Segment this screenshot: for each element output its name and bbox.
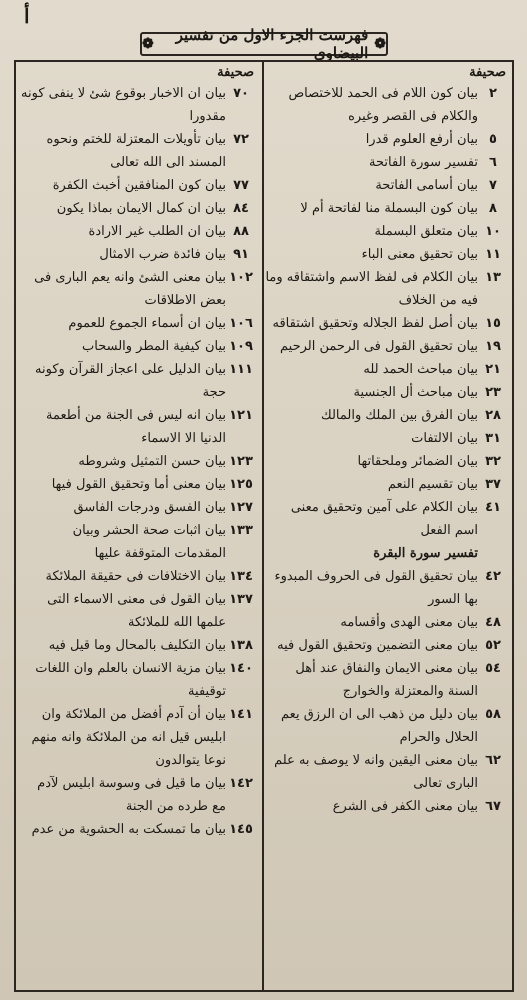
index-entry [20, 404, 256, 450]
entry-page-number: ٤٨ [485, 615, 501, 630]
entry-text: بيان متعلق البسملة [374, 224, 478, 239]
entry-page-number: ٧٧ [233, 178, 249, 193]
index-entry [264, 404, 508, 427]
entry-text: بيان كون البسملة منا لفاتحة أم لا [300, 201, 478, 216]
column-heading: صحيفة [217, 65, 254, 80]
entry-page-number: ٥٨ [485, 707, 501, 722]
entry-text: بيان كون اللام فى الحمد للاختصاص والكلام فى القصر وغيره [288, 86, 478, 124]
entry-page-number: ١٤٥ [229, 822, 253, 837]
index-entry [264, 565, 508, 611]
entry-page-number: ١٥ [485, 316, 501, 331]
index-entry [264, 450, 508, 473]
entry-page-number: ٧٠ [233, 86, 249, 101]
entry-text: بيان ما تمسكت به الحشوية من عدم [31, 822, 226, 837]
entry-text: بيان تحقيق معنى الباء [361, 247, 478, 262]
entry-text: بيان معنى أما وتحقيق القول فيها [51, 477, 226, 492]
entry-text: بيان معنى التضمين وتحقيق القول فيه [277, 638, 478, 653]
index-entry [20, 818, 256, 841]
index-entry [20, 243, 256, 266]
entry-text: بيان ان أسماء الجموع للعموم [68, 316, 226, 331]
index-entry [20, 519, 256, 565]
index-entry [264, 82, 508, 128]
index-entry [264, 358, 508, 381]
entry-page-number: ١٣٣ [229, 523, 253, 538]
index-entry [20, 220, 256, 243]
entry-page-number: ٤١ [485, 500, 501, 515]
entry-text: بيان اثبات صحة الحشر وبيان المقدمات المتوقفة عليها [72, 523, 226, 561]
index-list [264, 82, 508, 818]
entry-text: بيان الدليل على اعجاز القرآن وكونه حجة [35, 362, 226, 400]
entry-text: بيان أرفع العلوم قدرا [365, 132, 478, 147]
index-entry [20, 128, 256, 174]
entry-page-number: ٦٧ [485, 799, 501, 814]
entry-text: بيان حسن التمثيل وشروطه [78, 454, 226, 469]
entry-page-number: ١١١ [229, 362, 253, 377]
entry-page-number: ١٢٧ [229, 500, 253, 515]
index-entry [264, 151, 508, 174]
entry-page-number: ١٠٩ [229, 339, 253, 354]
index-entry [264, 634, 508, 657]
entry-text: بيان ان كمال الايمان بماذا يكون [56, 201, 226, 216]
index-entry [20, 266, 256, 312]
entry-page-number: ٥ [489, 132, 497, 147]
index-entry [20, 657, 256, 703]
section-heading [264, 542, 508, 565]
index-entry [264, 266, 508, 312]
entry-page-number: ٧٢ [233, 132, 249, 147]
entry-page-number: ١٠ [485, 224, 501, 239]
entry-page-number: ١٤٢ [229, 776, 253, 791]
index-entry [20, 703, 256, 772]
entry-text: بيان أصل لفظ الجلاله وتحقيق اشتقاقه [272, 316, 478, 331]
entry-page-number: ٣٢ [485, 454, 501, 469]
index-entry [20, 358, 256, 404]
entry-page-number: ١٣٨ [229, 638, 253, 653]
entry-page-number: ٣٧ [485, 477, 501, 492]
index-entry [264, 174, 508, 197]
entry-page-number: ١٩ [485, 339, 501, 354]
index-column-left [20, 64, 256, 988]
index-entry [264, 657, 508, 703]
entry-page-number: ١٠٦ [229, 316, 253, 331]
entry-page-number: ٢ [489, 86, 497, 101]
index-entry [20, 634, 256, 657]
entry-page-number: ٢١ [485, 362, 501, 377]
index-entry [264, 381, 508, 404]
column-heading: صحيفة [469, 65, 506, 80]
entry-text: بيان فائدة ضرب الامثال [99, 247, 226, 262]
index-entry [264, 703, 508, 749]
entry-page-number: ٦ [489, 155, 497, 170]
index-entry [20, 588, 256, 634]
entry-text: بيان الفرق بين الملك والمالك [320, 408, 478, 423]
ornament-icon: ❁ [142, 36, 154, 52]
index-entry [264, 427, 508, 450]
entry-page-number: ٥٢ [485, 638, 501, 653]
entry-text: بيان القول فى معنى الاسماء التى علمها الله للملائكة [47, 592, 226, 630]
index-entry [20, 772, 256, 818]
index-entry [20, 312, 256, 335]
entry-text: بيان الكلام فى لفظ الاسم واشتقاقه وما فيه من الخلاف [265, 270, 478, 308]
index-column-right [264, 64, 508, 988]
entry-page-number: ٨٨ [233, 224, 249, 239]
entry-text: بيان ما قيل فى وسوسة ابليس لآدم مع طرده من الجنة [37, 776, 226, 814]
index-entry [20, 335, 256, 358]
index-entry [264, 473, 508, 496]
entry-text: بيان كون المنافقين أخبث الكفرة [52, 178, 226, 193]
entry-text: بيان أن آدم أفضل من الملائكة وان ابليس قيل انه من الملائكة وانه منهم نوعا يتوالدون [31, 707, 226, 768]
entry-text: بيان معنى الشئ وانه يعم البارى فى بعض الاطلاقات [34, 270, 226, 308]
index-entry [264, 795, 508, 818]
index-entry [20, 473, 256, 496]
entry-text: بيان أسامى الفاتحة [375, 178, 478, 193]
entry-text: بيان الفسق ودرجات الفاسق [73, 500, 226, 515]
entry-text: بيان تقسيم النعم [387, 477, 478, 492]
entry-page-number: ١٣ [485, 270, 501, 285]
entry-page-number: ١٣٤ [229, 569, 253, 584]
entry-page-number: ٧ [489, 178, 497, 193]
entry-page-number: ٣١ [485, 431, 501, 446]
entry-text: بيان مباحث أل الجنسية [353, 385, 478, 400]
entry-page-number: ٤٢ [485, 569, 501, 584]
entry-text: بيان الكلام على آمين وتحقيق معنى اسم الفعل [290, 500, 478, 538]
index-entry [264, 496, 508, 542]
index-entry [264, 611, 508, 634]
entry-page-number: ١٢٣ [229, 454, 253, 469]
page-title: فهرست الجزء الاول من تفسير البيضاوى [175, 26, 369, 62]
entry-page-number: ١٢٥ [229, 477, 253, 492]
entry-text: تفسير سورة الفاتحة [369, 155, 478, 170]
index-entry [264, 335, 508, 358]
entry-page-number: ١٠٢ [229, 270, 253, 285]
index-list [20, 82, 256, 841]
page-number: أ [24, 4, 30, 28]
index-entry [20, 450, 256, 473]
index-entry [264, 749, 508, 795]
entry-text: بيان الضمائر وملحقاتها [357, 454, 478, 469]
index-entry [20, 496, 256, 519]
entry-page-number: ١٢١ [229, 408, 253, 423]
entry-text: بيان تحقيق القول فى الرحمن الرحيم [280, 339, 478, 354]
index-entry [264, 243, 508, 266]
entry-text: بيان معنى الهدى وأقسامه [340, 615, 478, 630]
entry-text: بيان التكليف بالمحال وما قيل فيه [48, 638, 226, 653]
entry-text: تفسير سورة البقرة [373, 546, 478, 561]
entry-text: بيان الالتفات [411, 431, 478, 446]
index-entry [20, 565, 256, 588]
entry-text: بيان الاختلافات فى حقيقة الملائكة [45, 569, 226, 584]
entry-page-number: ١٣٧ [229, 592, 253, 607]
entry-page-number: ٢٣ [485, 385, 501, 400]
index-entry [20, 197, 256, 220]
entry-text: بيان مباحث الحمد لله [363, 362, 478, 377]
entry-text: بيان معنى الايمان والنفاق عند أهل السنة والمعتزلة والخوارج [295, 661, 478, 699]
entry-page-number: ١١ [485, 247, 501, 262]
page-header [140, 26, 388, 62]
entry-page-number: ١٤١ [229, 707, 253, 722]
index-entry [264, 220, 508, 243]
entry-page-number: ٢٨ [485, 408, 501, 423]
entry-text: بيان كيفية المطر والسحاب [82, 339, 226, 354]
entry-page-number: ٨ [489, 201, 497, 216]
entry-text: بيان ان الاخبار بوقوع شئ لا ينفى كونه مقدورا [21, 86, 226, 124]
index-entry [264, 197, 508, 220]
index-entry [20, 82, 256, 128]
entry-text: بيان مزية الانسان بالعلم وان اللغات توقيفية [35, 661, 226, 699]
entry-page-number: ٨٤ [233, 201, 249, 216]
entry-text: بيان تأويلات المعتزلة للختم ونحوه المسند الى الله تعالى [46, 132, 226, 170]
index-frame [14, 60, 514, 992]
entry-text: بيان تحقيق القول فى الحروف المبدوء بها السور [274, 569, 478, 607]
index-entry [264, 128, 508, 151]
index-entry [20, 174, 256, 197]
entry-text: بيان معنى الكفر فى الشرع [332, 799, 478, 814]
entry-page-number: ٥٤ [485, 661, 501, 676]
entry-text: بيان انه ليس فى الجنة من أطعمة الدنيا الا الاسماء [46, 408, 226, 446]
entry-page-number: ٩١ [233, 247, 249, 262]
ornament-icon: ❁ [374, 36, 386, 52]
entry-text: بيان دليل من ذهب الى ان الرزق يعم الحلال والحرام [281, 707, 478, 745]
entry-text: بيان ان الطلب غير الارادة [88, 224, 226, 239]
index-entry [264, 312, 508, 335]
entry-page-number: ١٤٠ [229, 661, 253, 676]
entry-page-number: ٦٢ [485, 753, 501, 768]
entry-text: بيان معنى اليقين وانه لا يوصف به علم البارى تعالى [274, 753, 478, 791]
